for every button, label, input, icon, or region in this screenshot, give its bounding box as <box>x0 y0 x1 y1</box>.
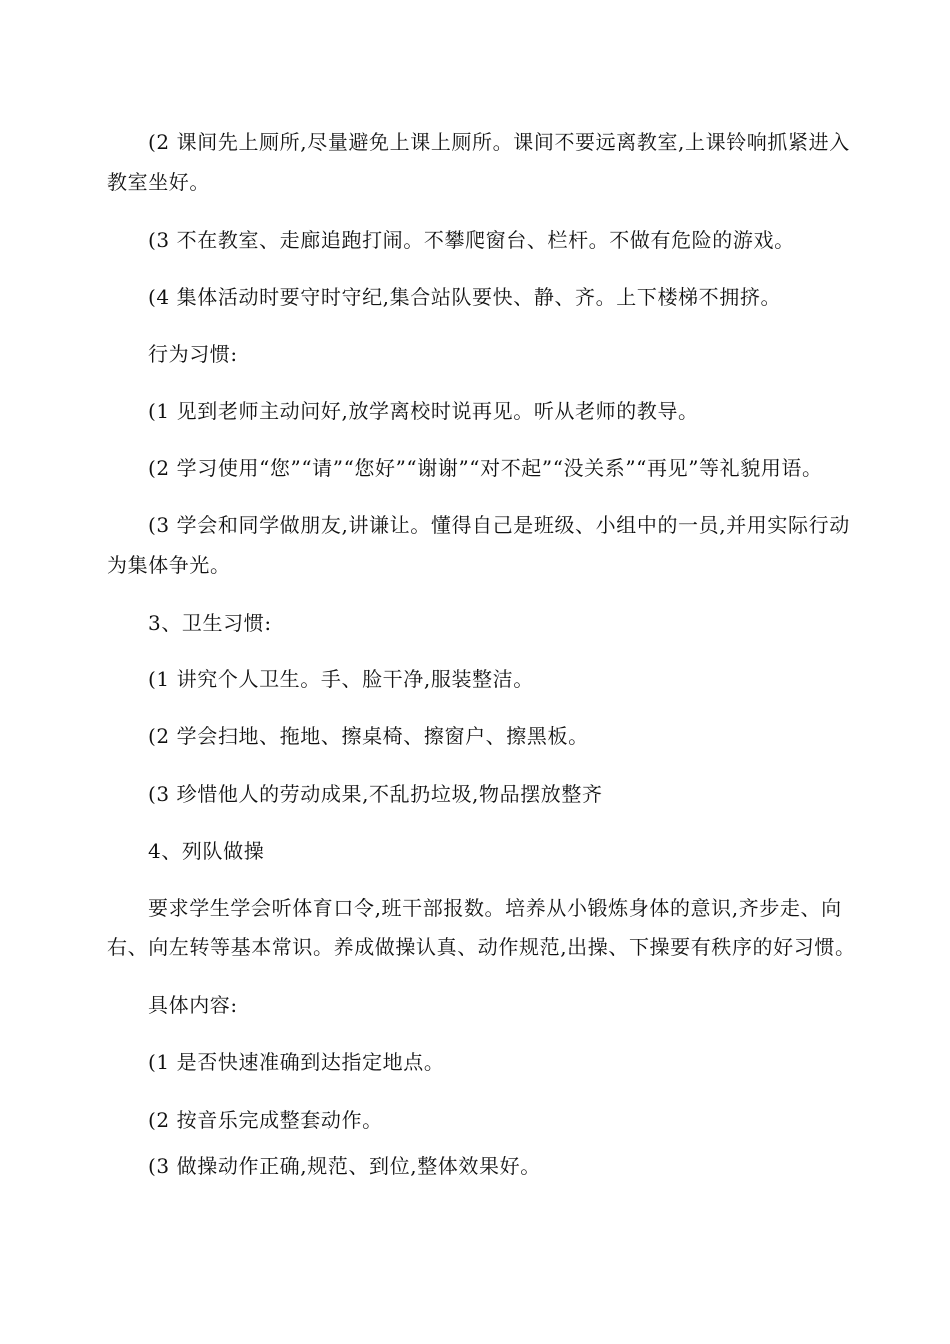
paragraph-line: 为集体争光。 <box>107 553 231 577</box>
section-heading: 具体内容: <box>148 993 238 1017</box>
paragraph-line: (3 珍惜他人的劳动成果,不乱扔垃圾,物品摆放整齐 <box>148 782 603 806</box>
paragraph-line: (2 学会扫地、拖地、擦桌椅、擦窗户、擦黑板。 <box>148 724 589 748</box>
section-heading: 3、卫生习惯: <box>148 611 272 635</box>
paragraph-line: (1 讲究个人卫生。手、脸干净,服装整洁。 <box>148 667 534 691</box>
paragraph-line: (2 课间先上厕所,尽量避免上课上厕所。课间不要远离教室,上课铃响抓紧进入 <box>148 130 850 154</box>
paragraph-line: (3 做操动作正确,规范、到位,整体效果好。 <box>148 1154 541 1178</box>
section-heading: 4、列队做操 <box>148 839 265 863</box>
paragraph-line: (2 按音乐完成整套动作。 <box>148 1108 383 1132</box>
section-heading: 行为习惯: <box>148 342 238 366</box>
paragraph-line: (4 集体活动时要守时守纪,集合站队要快、静、齐。上下楼梯不拥挤。 <box>148 285 782 309</box>
paragraph-line: 教室坐好。 <box>107 170 210 194</box>
paragraph-line: 要求学生学会听体育口令,班干部报数。培养从小锻炼身体的意识,齐步走、向 <box>148 896 842 920</box>
paragraph-line: (1 是否快速准确到达指定地点。 <box>148 1050 445 1074</box>
paragraph-line: 右、向左转等基本常识。养成做操认真、动作规范,出操、下操要有秩序的好习惯。 <box>107 935 856 959</box>
paragraph-line: (3 学会和同学做朋友,讲谦让。懂得自己是班级、小组中的一员,并用实际行动 <box>148 513 850 537</box>
paragraph-line: (2 学习使用“您”“请”“您好”“谢谢”“对不起”“没关系”“再见”等礼貌用语。 <box>148 456 823 480</box>
paragraph-line: (1 见到老师主动问好,放学离校时说再见。听从老师的教导。 <box>148 399 699 423</box>
paragraph-line: (3 不在教室、走廊追跑打闹。不攀爬窗台、栏杆。不做有危险的游戏。 <box>148 228 795 252</box>
